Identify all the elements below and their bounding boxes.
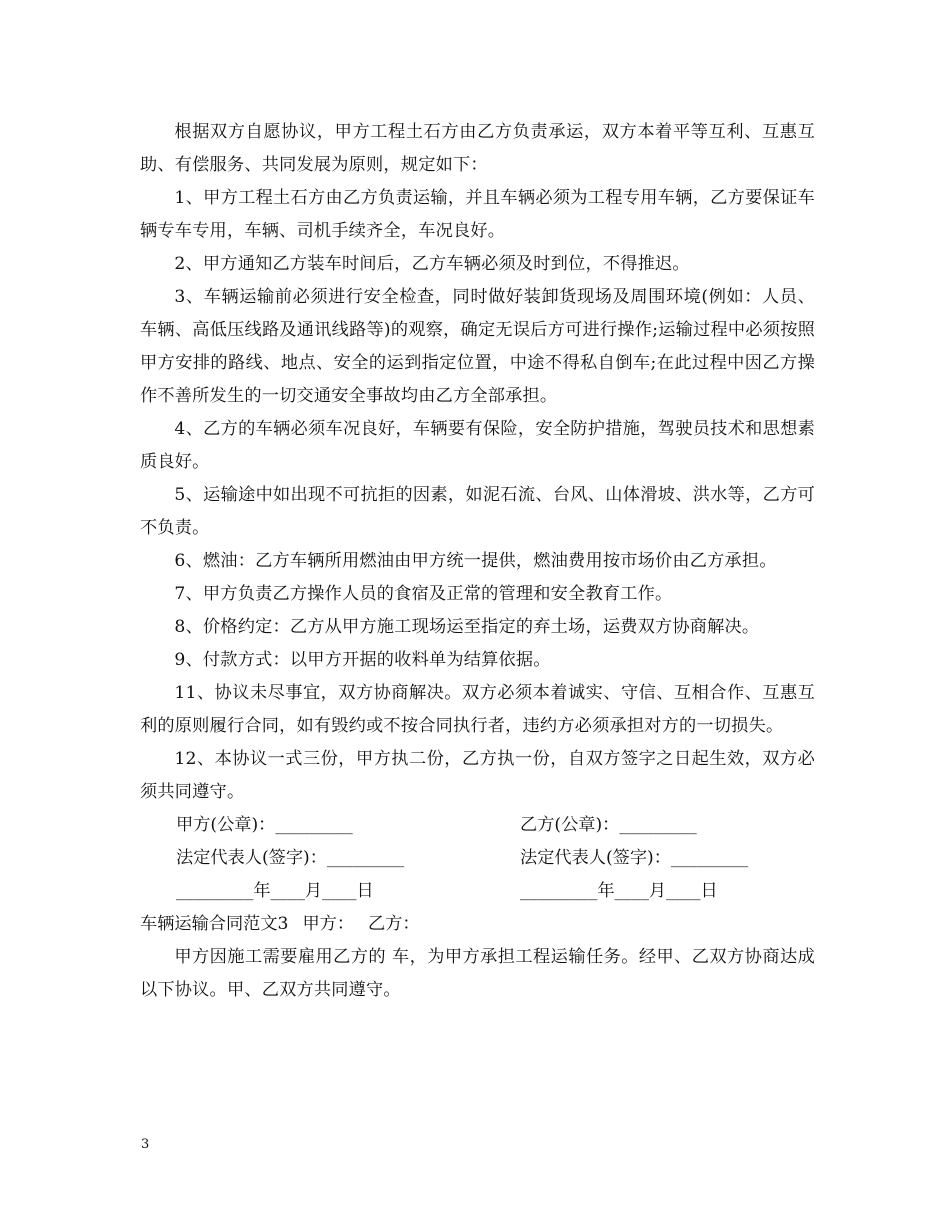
representative-signature-row (140, 842, 815, 875)
next-contract-party-a: 甲方： (302, 914, 355, 934)
party-b-representative-field: 法定代表人(签字)：_________ (520, 848, 749, 868)
clause-2: 2、甲方通知乙方装车时间后，乙方车辆必须及时到位，不得推迟。 (174, 254, 690, 274)
party-a-representative-field: 法定代表人(签字)：_________ (176, 848, 405, 868)
seal-signature-row (140, 809, 815, 842)
clause-3: 3、车辆运输前必须进行安全检查，同时做好装卸货现场及周围环境(例如：人员、车辆、高低压线路及通讯线路等)的观察，确定无误后方可进行操作;运输过程中必须按照甲方安排的路线、地点、安全的运到指定位置，中途不得私自倒车;在此过程中因乙方操作不善所发生的一切交通安全事故均由乙方全部承担。 (140, 287, 815, 406)
party-b-seal-field: 乙方(公章)：_________ (520, 815, 697, 835)
contract-intro-paragraph: 根据双方自愿协议，甲方工程土石方由乙方负责承运，双方本着平等互利、互惠互助、有偿服务、共同发展为原则，规定如下： (140, 122, 815, 175)
next-contract-title: 车辆运输合同范文3 (140, 914, 289, 934)
clause-11: 11、协议未尽事宜，双方协商解决。双方必须本着诚实、守信、互相合作、互惠互利的原则履行合同，如有毁约或不按合同执行者，违约方必须承担对方的一切损失。 (140, 683, 815, 736)
clause-4: 4、乙方的车辆必须车况良好，车辆要有保险，安全防护措施，驾驶员技术和思想素质良好。 (140, 419, 815, 472)
clause-1: 1、甲方工程土石方由乙方负责运输，并且车辆必须为工程专用车辆，乙方要保证车辆专车专用，车辆、司机手续齐全，车况良好。 (140, 188, 815, 241)
party-a-date-field: _________年____月____日 (176, 881, 374, 901)
next-contract-title-line (140, 908, 815, 941)
clause-9: 9、付款方式：以甲方开据的收料单为结算依据。 (174, 650, 551, 670)
next-contract-intro: 甲方因施工需要雇用乙方的 车，为甲方承担工程运输任务。经甲、乙双方协商达成以下协议。甲、乙双方共同遵守。 (140, 947, 815, 1000)
clause-6: 6、燃油：乙方车辆所用燃油由甲方统一提供，燃油费用按市场价由乙方承担。 (174, 551, 777, 571)
clause-8: 8、价格约定：乙方从甲方施工现场运至指定的弃土场，运费双方协商解决。 (174, 617, 760, 637)
clause-5: 5、运输途中如出现不可抗拒的因素，如泥石流、台风、山体滑坡、洪水等，乙方可不负责。 (140, 485, 815, 538)
party-a-seal-field: 甲方(公章)：_________ (176, 815, 353, 835)
party-b-date-field: _________年____月____日 (520, 881, 718, 901)
next-contract-party-b: 乙方： (368, 914, 420, 934)
clause-7: 7、甲方负责乙方操作人员的食宿及正常的管理和安全教育工作。 (174, 584, 673, 604)
date-signature-row (140, 875, 815, 908)
page-number: 3 (141, 1137, 150, 1152)
clause-12: 12、本协议一式三份，甲方执二份，乙方执一份，自双方签字之日起生效，双方必须共同遵守。 (140, 749, 815, 802)
document-body (140, 116, 815, 1007)
